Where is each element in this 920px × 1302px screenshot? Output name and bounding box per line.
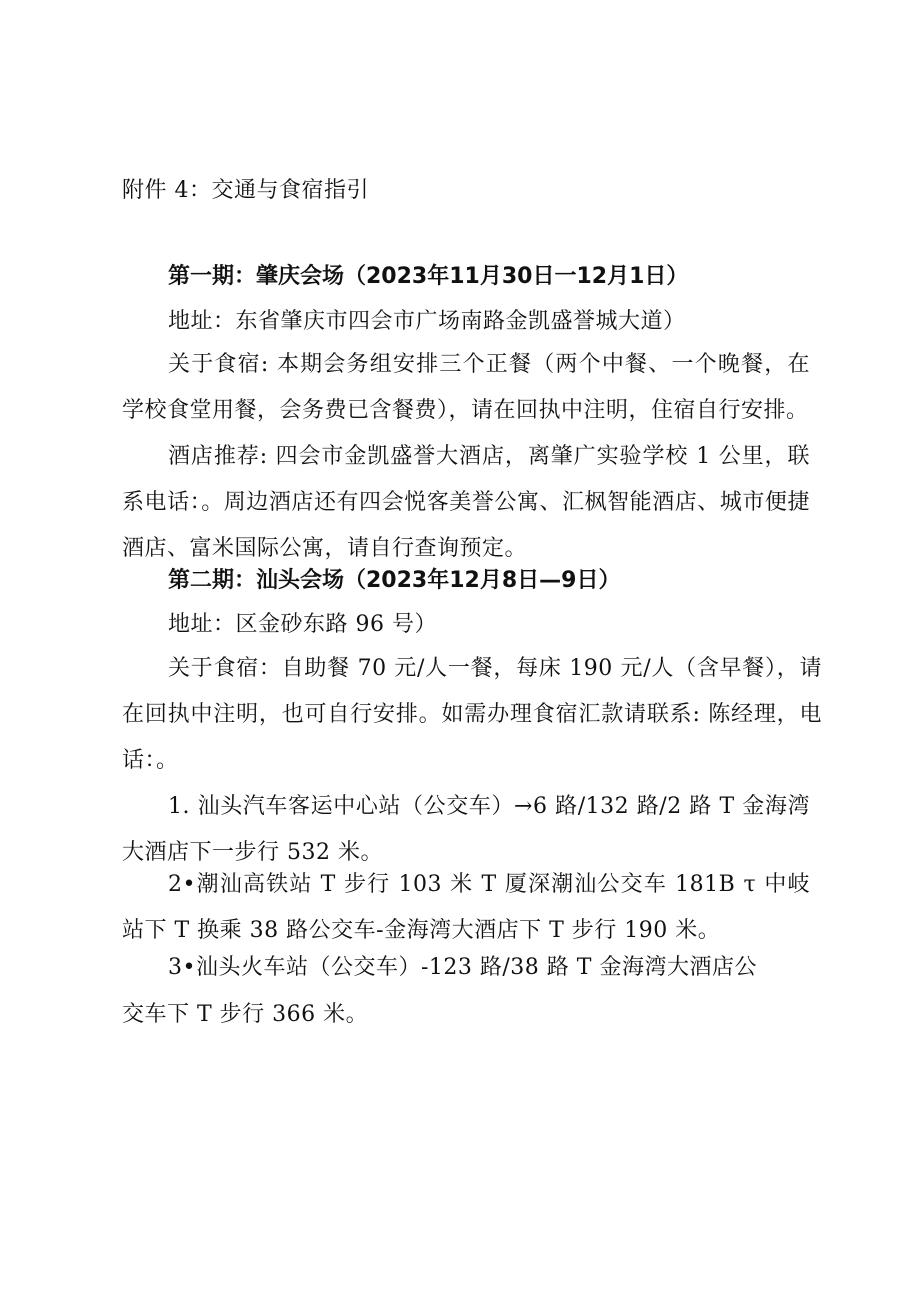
session-1-heading: 第一期：肇庆会场（2023年11月30日一12月1日） bbox=[168, 264, 689, 289]
route-3-line-1: 3•汕头火车站（公交车）-123 路/38 路 T 金海湾大酒店公 bbox=[168, 955, 757, 980]
session-1-hotel-paragraph: 酒店推荐: 四会市金凯盛誉大酒店，离肇广实验学校 1 公里，联系电话：。周边酒店还有四会悦客美誉公寓、汇枫智能酒店、城市便捷酒店、富米国际公寓，请自行查询预定。 bbox=[122, 444, 810, 561]
route-3-line-2: 交车下 T 步行 366 米。 bbox=[122, 1002, 369, 1027]
route-1-paragraph: 1. 汕头汽车客运中心站（公交车）→6 路/132 路/2 路 T 金海湾大酒店下一步行 532 米。 bbox=[122, 794, 810, 865]
route-2-paragraph: 2•潮汕高铁站 T 步行 103 米 T 厦深潮汕公交车 181B τ 中岐站下 T 换乘 38 路公交车-金海湾大酒店下 T 步行 190 米。 bbox=[122, 872, 810, 943]
session-2-address: 地址：区金砂东路 96 号） bbox=[168, 612, 437, 637]
session-2-heading: 第二期：汕头会场（2023年12月8日—9日） bbox=[168, 568, 621, 593]
session-1-address: 地址：东省肇庆市四会市广场南路金凯盛誉城大道） bbox=[168, 309, 686, 334]
attachment-title: 附件 4：交通与食宿指引 bbox=[122, 178, 369, 203]
session-2-meals-paragraph: 关于食宿：自助餐 70 元/人一餐，每床 190 元/人（含早餐），请在回执中注明，也可自行安排。如需办理食宿汇款请联系: 陈经理，电话：。 bbox=[122, 656, 822, 773]
session-1-meals-paragraph: 关于食宿: 本期会务组安排三个正餐（两个中餐、一个晚餐，在学校食堂用餐，会务费已含餐费），请在回执中注明，住宿自行安排。 bbox=[122, 352, 810, 423]
